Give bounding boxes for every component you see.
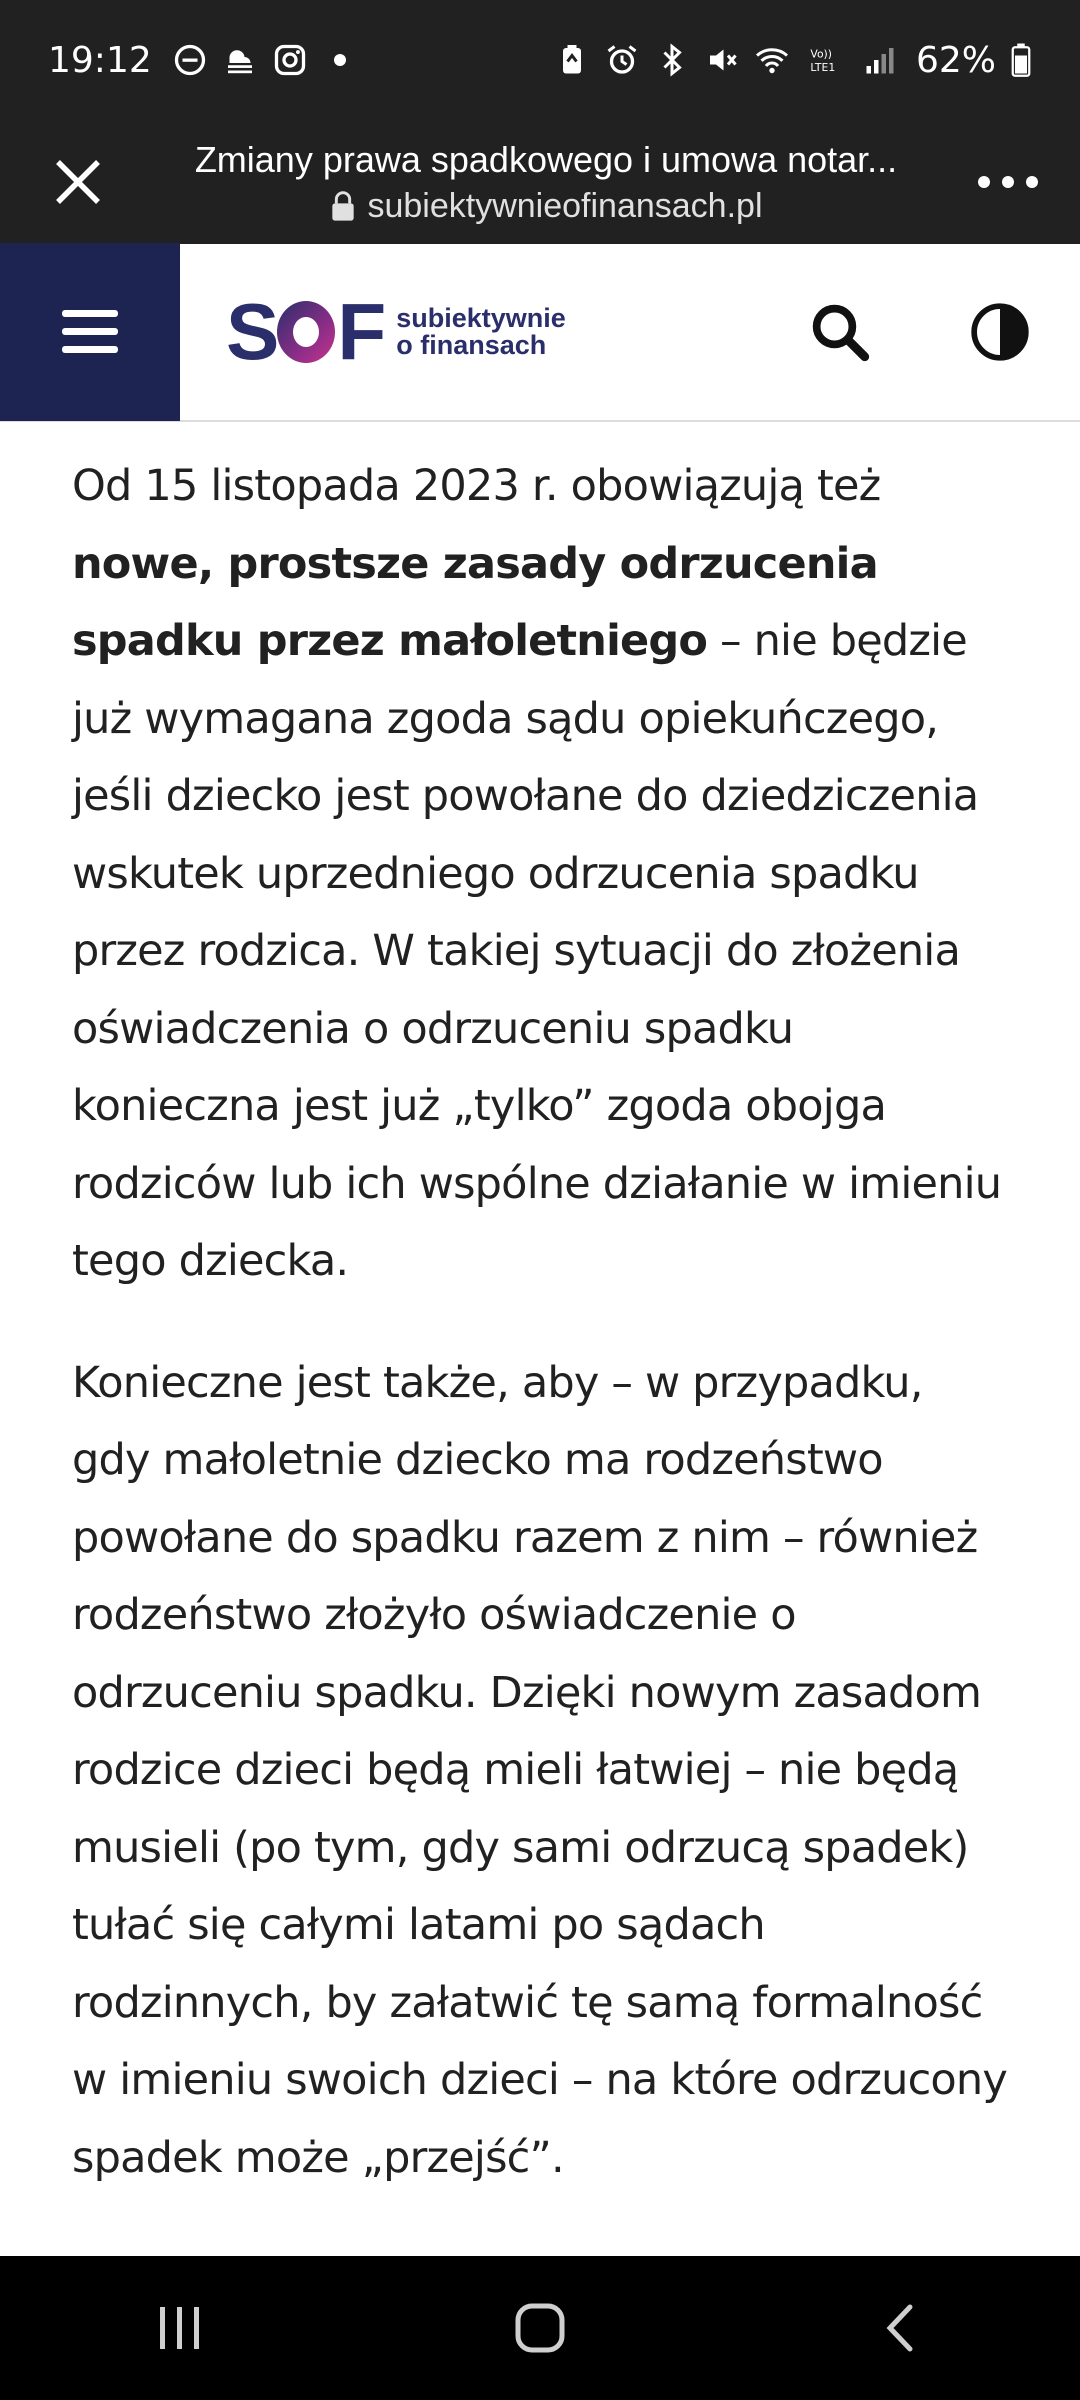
back-icon <box>884 2303 916 2353</box>
article-paragraph-1: Od 15 listopada 2023 r. obowiązują też nowe, prostsze zasady odrzucenia spadku przez małoletniego – nie będzie już wymagana zgoda sądu opiekuńczego, jeśli dziecko jest powołane do dziedziczenia wskutek uprzedniego odrzucenia spadku przez rodzica. W takiej sytuacji do złożenia oświadczenia o odrzuceniu spadku konieczna jest już „tylko” zgoda obojga rodziców lub ich wspólne działanie w imieniu tego dziecka. <box>72 461 1002 1286</box>
url-area[interactable] <box>156 139 936 226</box>
status-left <box>48 40 358 81</box>
recent-apps-icon <box>156 2305 204 2351</box>
page-title: Zmiany prawa spadkowego i umowa notar... <box>194 138 898 180</box>
back-button[interactable] <box>800 2256 1000 2400</box>
article-body <box>72 448 1012 2241</box>
logo-line1: subiektywnie <box>396 303 566 333</box>
home-icon <box>514 2302 566 2354</box>
instagram-icon <box>272 42 308 78</box>
more-horizontal-icon <box>976 172 1040 192</box>
bluetooth-icon <box>654 42 690 78</box>
more-options-button[interactable] <box>936 120 1080 244</box>
do-not-disturb-icon <box>172 42 208 78</box>
alarm-icon <box>604 42 640 78</box>
site-header <box>0 244 1080 422</box>
svg-text:Vo)): Vo)) <box>810 47 832 61</box>
battery-percent: 62% <box>915 39 996 81</box>
svg-text:LTE1: LTE1 <box>810 60 836 74</box>
weather-icon <box>222 42 258 78</box>
search-icon <box>807 299 873 365</box>
url-display <box>329 187 762 226</box>
highlighted-text: nowe, prostsze zasady odrzucenia spadku przez małoletniego <box>72 538 878 666</box>
recent-apps-button[interactable] <box>80 2256 280 2400</box>
logo-tagline <box>396 305 566 359</box>
contrast-toggle-button[interactable] <box>920 243 1080 421</box>
lock-icon <box>329 190 357 222</box>
battery-saver-icon <box>554 42 590 78</box>
search-button[interactable] <box>760 243 920 421</box>
status-bar <box>0 0 1080 120</box>
volte-icon <box>804 42 848 78</box>
site-logo[interactable] <box>226 287 566 376</box>
battery-icon <box>1010 42 1032 78</box>
status-right <box>554 40 1032 81</box>
close-icon <box>48 152 108 212</box>
article-paragraph-2: Konieczne jest także, aby – w przypadku, gdy małoletnie dziecko ma rodzeństwo powołane do spadku razem z nim – również rodzeństwo złożyło oświadczenie o odrzuceniu spadku. Dzięki nowym zasadom rodzice dzieci będą mieli łatwiej – nie będą musieli (po tym, gdy sami odrzucą spadek) tułać się całymi latami po sądach rodzinnych, by załatwić tę samą formalność w imieniu swoich dzieci – na które odrzucony spadek może „przejść”. <box>72 1357 1008 2183</box>
browser-toolbar <box>0 120 1080 244</box>
wifi-icon <box>754 42 790 78</box>
header-actions <box>760 243 1080 421</box>
dot-icon <box>322 42 358 78</box>
hamburger-menu-icon <box>62 308 118 356</box>
status-time: 19:12 <box>48 39 152 81</box>
url-text: subiektywnieofinansach.pl <box>367 186 763 225</box>
signal-icon <box>862 42 898 78</box>
mute-icon <box>704 42 740 78</box>
close-tab-button[interactable] <box>0 120 156 244</box>
logo-line2: o finansach <box>396 330 547 360</box>
logo-mark: S F <box>226 287 383 376</box>
system-nav-bar <box>0 2256 1080 2400</box>
menu-button[interactable] <box>0 243 180 421</box>
home-button[interactable] <box>440 2256 640 2400</box>
contrast-icon <box>969 301 1031 363</box>
